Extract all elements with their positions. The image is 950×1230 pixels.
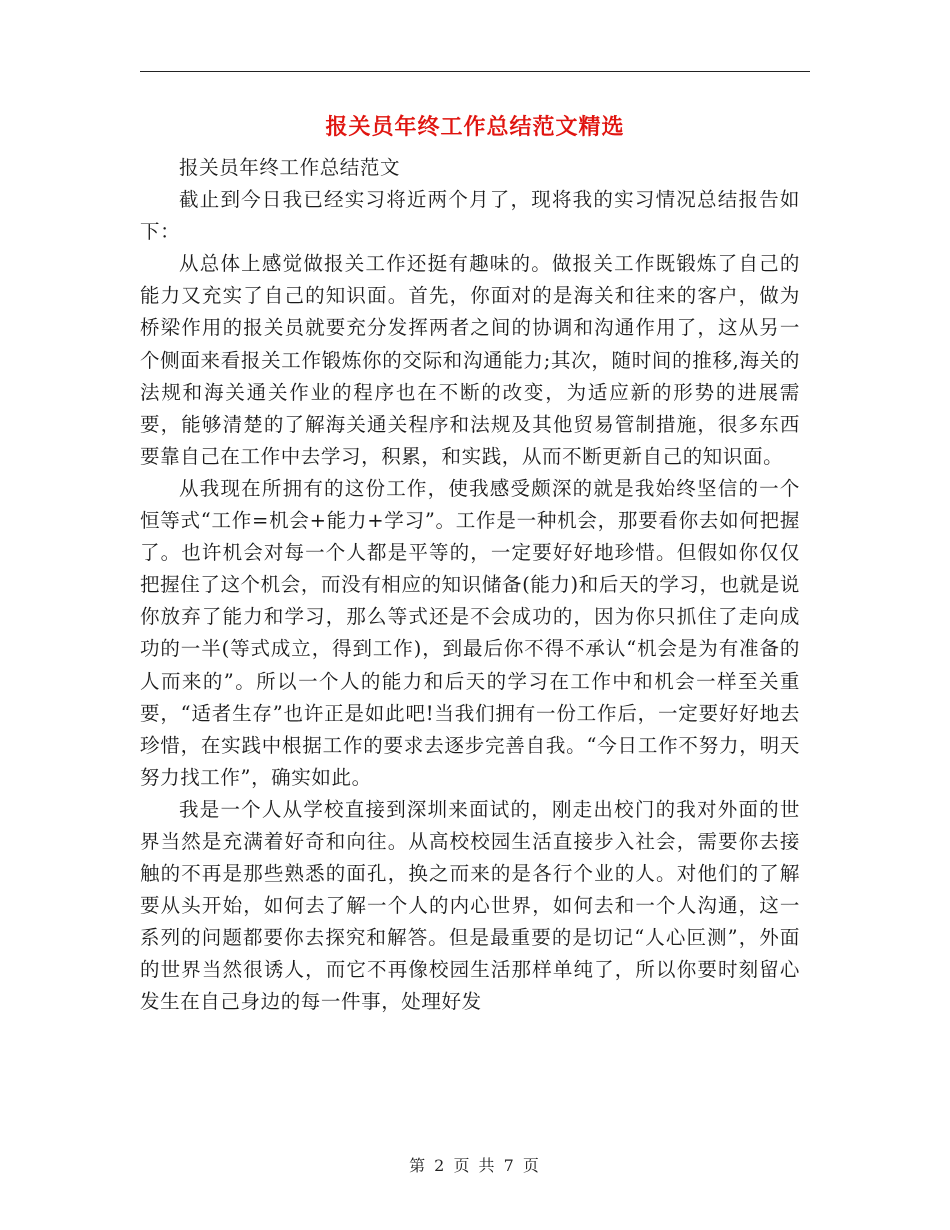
document-title: 报关员年终工作总结范文精选 [325,114,625,140]
paragraph-work-equation: 从我现在所拥有的这份工作，使我感受颇深的就是我始终坚信的一个恒等式“工作=机会+能力+学习”。工作是一种机会，那要看你去如何把握了。也许机会对每一个人都是平等的，一定要好好地珍惜。但假如你仅仅把握住了这个机会，而没有相应的知识储备(能力)和后天的学习，也就是说你放弃了能力和学习，那么等式还是不会成功的，因为你只抓住了走向成功的一半(等式成立，得到工作)，到最后你不得不承认“机会是为有准备的人而来的”。所以一个人的能力和后天的学习在工作中和机会一样至关重要，“适者生存”也许正是如此吧!当我们拥有一份工作后，一定要好好地去珍惜，在实践中根据工作的要求去逐步完善自我。“今日工作不努力，明天努力找工作”，确实如此。 [140,476,800,789]
document-body [140,152,800,1019]
paragraph-subtitle: 报关员年终工作总结范文 [179,156,401,179]
header-rule [140,71,810,72]
paragraph-personal-experience: 我是一个人从学校直接到深圳来面试的，刚走出校门的我对外面的世界当然是充满着好奇和向往。从高校校园生活直接步入社会，需要你去接触的不再是那些熟悉的面孔，换之而来的是各行个业的人。对他们的了解要从头开始，如何去了解一个人的内心世界，如何去和一个人沟通，这一系列的问题都要你去探究和解答。但是最重要的是切记“人心叵测”，外面的世界当然很诱人，而它不再像校园生活那样单纯了，所以你要时刻留心发生在自己身边的每一件事，处理好发 [140,797,800,1014]
paragraph-overall-impression: 从总体上感觉做报关工作还挺有趣味的。做报关工作既锻炼了自己的能力又充实了自己的知识面。首先，你面对的是海关和往来的客户，做为桥梁作用的报关员就要充分发挥两者之间的协调和沟通作用了，这从另一个侧面来看报关工作锻炼你的交际和沟通能力;其次，随时间的推移,海关的法规和海关通关作业的程序也在不断的改变，为适应新的形势的进展需要，能够清楚的了解海关通关程序和法规及其他贸易管制措施，很多东西要靠自己在工作中去学习，积累，和实践，从而不断更新自己的知识面。 [140,252,800,468]
paragraph-intro: 截止到今日我已经实习将近两个月了，现将我的实习情况总结报告如下： [140,188,800,244]
page-number-footer: 第 2 页 共 7 页 [409,1156,541,1175]
